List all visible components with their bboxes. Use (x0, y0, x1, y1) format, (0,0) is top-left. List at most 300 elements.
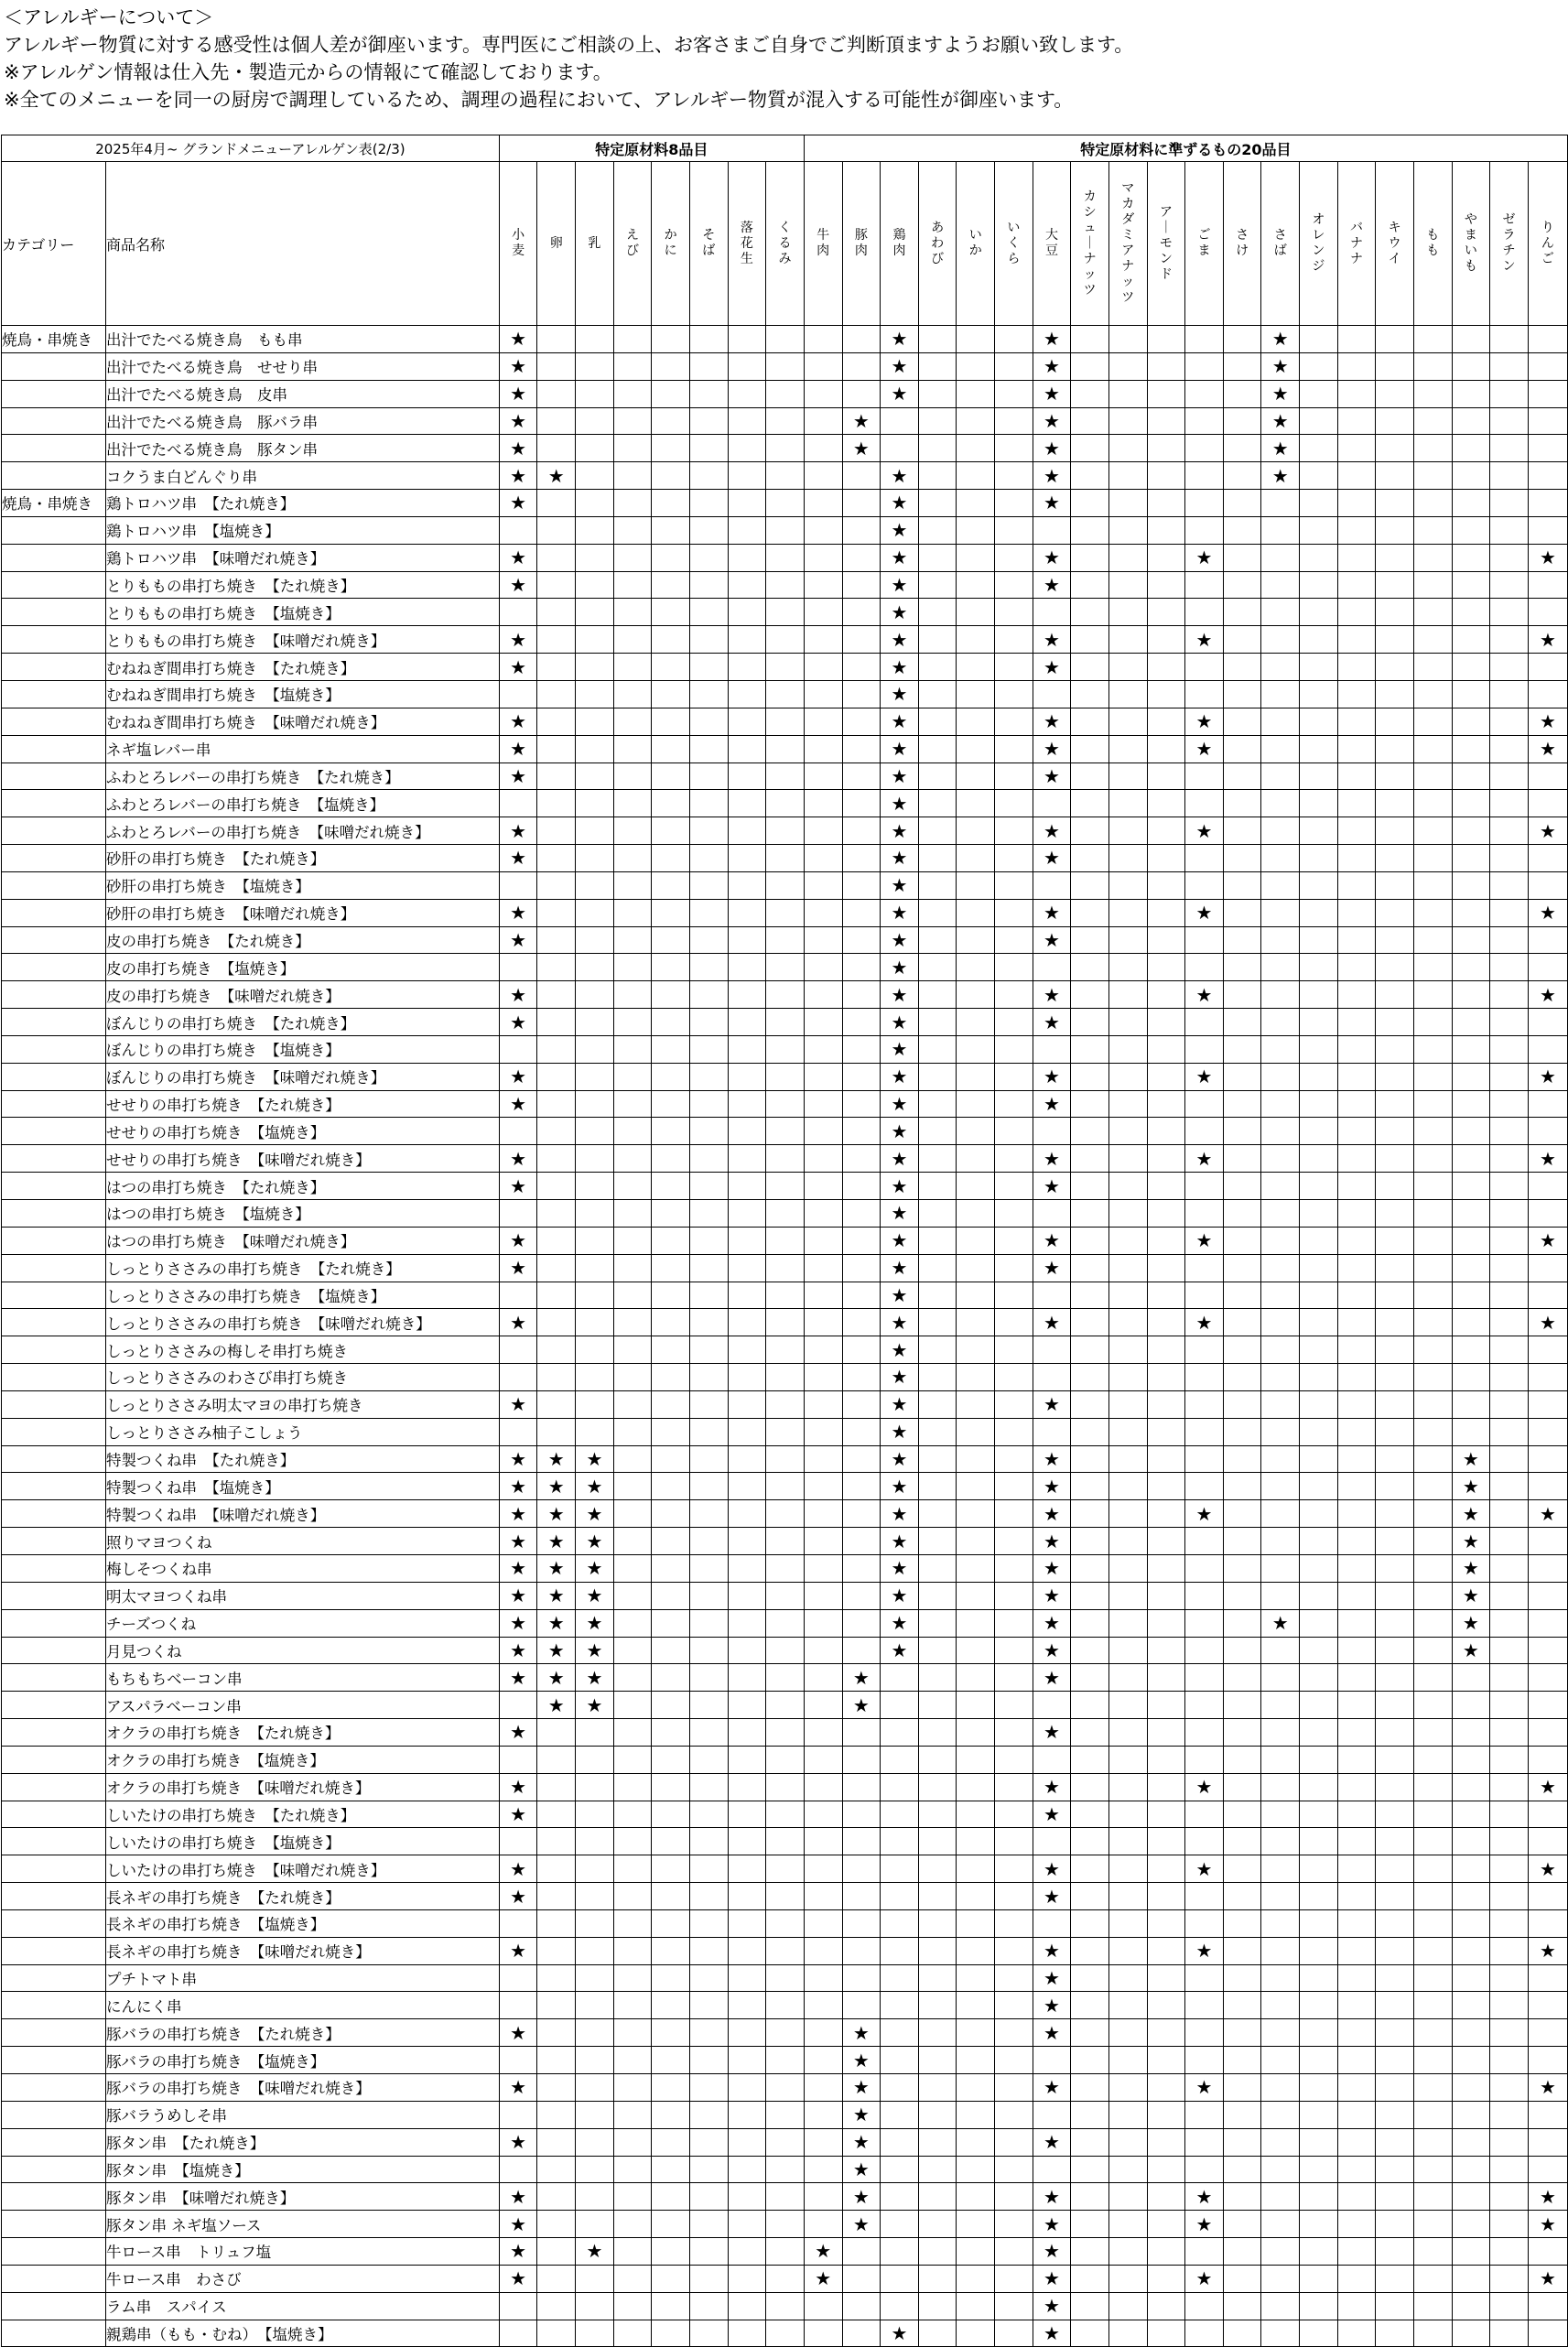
allergen-cell (1413, 981, 1452, 1009)
row-item-name: アスパラベーコン串 (105, 1692, 499, 1719)
allergen-cell (652, 2238, 690, 2266)
allergen-cell (1337, 1883, 1376, 1910)
allergen-cell (918, 544, 957, 571)
allergen-cell (1490, 407, 1529, 435)
allergen-cell (1033, 1200, 1071, 1228)
allergen-mark: ★ (1261, 326, 1300, 353)
allergen-cell (689, 571, 728, 599)
table-row (2, 1609, 1568, 1637)
allergen-cell (1223, 899, 1261, 926)
allergen-cell (1376, 435, 1414, 462)
allergen-cell (537, 1883, 576, 1910)
allergen-cell (689, 1173, 728, 1200)
allergen-cell (995, 1773, 1033, 1801)
allergen-cell (918, 2128, 957, 2156)
allergen-cell (1490, 2320, 1529, 2347)
allergen-cell (1490, 1418, 1529, 1445)
allergen-cell (652, 2074, 690, 2102)
allergen-cell (918, 680, 957, 708)
allergen-cell (728, 790, 766, 817)
allergen-cell (918, 1009, 957, 1036)
allergen-cell (957, 1500, 995, 1528)
allergen-cell (576, 1118, 614, 1145)
allergen-cell (499, 1364, 537, 1391)
allergen-mark: ★ (1528, 1855, 1567, 1883)
row-category (2, 1855, 106, 1883)
allergen-cell (1147, 1609, 1185, 1637)
table-row (2, 680, 1568, 708)
allergen-cell (918, 1855, 957, 1883)
allergen-cell (613, 1937, 652, 1964)
allergen-cell (613, 2074, 652, 2102)
allergen-cell (1413, 1801, 1452, 1828)
allergen-cell (918, 1582, 957, 1609)
allergen-mark: ★ (1528, 1773, 1567, 1801)
allergen-cell (1071, 2156, 1109, 2183)
allergen-cell (957, 954, 995, 981)
allergen-cell (1147, 654, 1185, 681)
allergen-cell (957, 2238, 995, 2266)
allergen-cell (1376, 1582, 1414, 1609)
row-category (2, 708, 106, 735)
allergen-cell (652, 380, 690, 407)
allergen-cell (537, 845, 576, 872)
allergen-cell (842, 1063, 881, 1090)
allergen-cell (1147, 544, 1185, 571)
allergen-mark: ★ (576, 1554, 614, 1582)
allergen-cell (1413, 407, 1452, 435)
allergen-cell (1490, 1445, 1529, 1473)
allergen-cell (1337, 2101, 1376, 2128)
allergen-mark: ★ (1033, 1309, 1071, 1336)
allergen-cell (1528, 1173, 1567, 1200)
allergen-cell (881, 2183, 919, 2211)
allergen-cell (1185, 1528, 1224, 1555)
allergen-cell (1376, 1336, 1414, 1364)
allergen-cell (689, 1664, 728, 1692)
allergen-cell (1071, 2238, 1109, 2266)
table-row (2, 1801, 1568, 1828)
allergen-cell (1147, 1855, 1185, 1883)
allergen-cell (1413, 1473, 1452, 1500)
allergen-cell (1413, 1582, 1452, 1609)
allergen-cell (842, 1609, 881, 1637)
allergen-mark: ★ (881, 1609, 919, 1637)
allergen-cell (1071, 1200, 1109, 1228)
allergen-cell (1261, 2047, 1300, 2074)
allergen-cell (842, 954, 881, 981)
allergen-cell (1108, 680, 1147, 708)
allergen-cell (1300, 326, 1338, 353)
allergen-cell (1452, 2074, 1490, 2102)
allergen-cell (804, 871, 842, 899)
allergen-cell (576, 2156, 614, 2183)
allergen-cell (1108, 871, 1147, 899)
allergen-cell (918, 899, 957, 926)
allergen-mark: ★ (881, 954, 919, 981)
allergen-cell (842, 1909, 881, 1937)
row-item-name: プチトマト串 (105, 1964, 499, 1992)
table-column-header-row (2, 162, 1568, 326)
allergen-cell (804, 1937, 842, 1964)
allergen-cell (1528, 1637, 1567, 1664)
allergen-cell (499, 1282, 537, 1309)
allergen-cell (728, 1173, 766, 1200)
allergen-mark: ★ (842, 2074, 881, 2102)
allergen-cell (728, 2320, 766, 2347)
allergen-mark: ★ (1033, 981, 1071, 1009)
allergen-cell (1185, 1609, 1224, 1637)
allergen-cell (613, 2156, 652, 2183)
allergen-cell (1337, 1855, 1376, 1883)
allergen-cell (1337, 1473, 1376, 1500)
allergen-cell (613, 326, 652, 353)
allergen-cell (689, 1582, 728, 1609)
allergen-cell (995, 435, 1033, 462)
allergen-mark: ★ (1033, 654, 1071, 681)
allergen-cell (1108, 2265, 1147, 2292)
allergen-mark: ★ (499, 1609, 537, 1637)
allergen-cell (1300, 790, 1338, 817)
allergen-cell (804, 981, 842, 1009)
allergen-cell (1300, 1445, 1338, 1473)
table-row (2, 2128, 1568, 2156)
allergen-cell (1452, 1009, 1490, 1036)
row-category (2, 790, 106, 817)
allergen-cell (728, 1009, 766, 1036)
allergen-cell (1376, 599, 1414, 626)
allergen-cell (1413, 735, 1452, 763)
allergen-cell (1223, 571, 1261, 599)
allergen-cell (537, 2101, 576, 2128)
allergen-cell (957, 435, 995, 462)
allergen-cell (1452, 1719, 1490, 1747)
allergen-cell (1108, 954, 1147, 981)
allergen-cell (1452, 2128, 1490, 2156)
allergen-cell (1452, 2320, 1490, 2347)
allergen-mark: ★ (576, 2238, 614, 2266)
allergen-cell (1071, 1390, 1109, 1418)
allergen-cell (1261, 1200, 1300, 1228)
allergen-cell (1108, 380, 1147, 407)
allergen-cell (995, 926, 1033, 954)
allergen-cell (766, 2211, 805, 2238)
allergen-cell (1185, 1035, 1224, 1063)
allergen-cell (728, 326, 766, 353)
allergen-cell (766, 1801, 805, 1828)
allergen-mark: ★ (499, 735, 537, 763)
allergen-cell (1261, 1254, 1300, 1282)
allergen-column-header: い か (957, 162, 995, 326)
allergen-cell (1337, 1009, 1376, 1036)
allergen-cell (652, 1364, 690, 1391)
allergen-cell (1033, 2156, 1071, 2183)
allergen-cell (576, 1855, 614, 1883)
allergen-cell (728, 1418, 766, 1445)
allergen-cell (728, 2183, 766, 2211)
allergen-cell (766, 599, 805, 626)
allergen-cell (1147, 1554, 1185, 1582)
allergen-cell (1490, 954, 1529, 981)
allergen-cell (1452, 654, 1490, 681)
allergen-cell (1071, 1336, 1109, 1364)
allergen-cell (957, 1418, 995, 1445)
allergen-mark: ★ (1033, 544, 1071, 571)
allergen-cell (804, 1964, 842, 1992)
allergen-cell (537, 1254, 576, 1282)
allergen-cell (1261, 1009, 1300, 1036)
allergen-cell (881, 2292, 919, 2320)
allergen-cell (881, 2074, 919, 2102)
row-category (2, 1528, 106, 1555)
allergen-cell (881, 2211, 919, 2238)
allergen-mark: ★ (881, 1336, 919, 1364)
allergen-cell (842, 1418, 881, 1445)
row-category (2, 1554, 106, 1582)
allergen-cell (728, 1500, 766, 1528)
allergen-mark: ★ (1528, 1937, 1567, 1964)
row-item-name: 月見つくね (105, 1637, 499, 1664)
allergen-cell (1071, 1282, 1109, 1309)
allergen-cell (918, 1227, 957, 1254)
allergen-mark: ★ (1528, 899, 1567, 926)
allergen-cell (1147, 1500, 1185, 1528)
allergen-cell (1223, 326, 1261, 353)
allergen-cell (652, 2128, 690, 2156)
allergen-cell (1376, 1528, 1414, 1555)
allergen-mark: ★ (1033, 626, 1071, 654)
allergen-cell (652, 326, 690, 353)
allergen-cell (1452, 2211, 1490, 2238)
allergen-cell (1185, 1390, 1224, 1418)
allergen-column-header: あ わ び (918, 162, 957, 326)
allergen-cell (576, 2183, 614, 2211)
allergen-cell (1413, 871, 1452, 899)
allergen-cell (957, 1582, 995, 1609)
allergen-cell (1185, 1254, 1224, 1282)
allergen-cell (1337, 544, 1376, 571)
allergen-cell (1147, 871, 1185, 899)
allergen-cell (995, 1992, 1033, 2019)
allergen-mark: ★ (537, 462, 576, 490)
allergen-cell (1033, 1746, 1071, 1773)
allergen-cell (689, 1637, 728, 1664)
allergen-cell (1413, 954, 1452, 981)
allergen-cell (957, 735, 995, 763)
allergen-cell (537, 1035, 576, 1063)
allergen-cell (1223, 1664, 1261, 1692)
allergen-cell (499, 2047, 537, 2074)
allergen-cell (1108, 1992, 1147, 2019)
allergen-cell (918, 435, 957, 462)
allergen-cell (1300, 1909, 1338, 1937)
allergen-cell (1490, 1637, 1529, 1664)
allergen-cell (766, 1009, 805, 1036)
table-row (2, 626, 1568, 654)
allergen-cell (1261, 1090, 1300, 1118)
allergen-cell (1108, 2128, 1147, 2156)
allergen-cell (842, 462, 881, 490)
allergen-cell (728, 1118, 766, 1145)
allergen-cell (689, 490, 728, 517)
allergen-cell (652, 1992, 690, 2019)
allergen-cell (995, 1336, 1033, 1364)
allergen-cell (1490, 871, 1529, 899)
allergen-column-header: 落 花 生 (728, 162, 766, 326)
allergen-cell (1300, 926, 1338, 954)
allergen-cell (537, 2074, 576, 2102)
allergen-cell (1528, 1200, 1567, 1228)
allergen-cell (499, 2292, 537, 2320)
table-row (2, 1173, 1568, 1200)
allergen-cell (995, 1500, 1033, 1528)
allergen-cell (957, 1692, 995, 1719)
row-item-name: 豚バラの串打ち焼き 【たれ焼き】 (105, 2019, 499, 2047)
allergen-column-header: そ ば (689, 162, 728, 326)
allergen-cell (1376, 407, 1414, 435)
allergen-cell (1452, 1746, 1490, 1773)
allergen-cell (842, 1309, 881, 1336)
allergen-cell (1033, 2101, 1071, 2128)
allergen-cell (689, 2320, 728, 2347)
allergen-mark: ★ (537, 1609, 576, 1637)
allergen-cell (1490, 352, 1529, 380)
allergen-cell (1300, 845, 1338, 872)
row-item-name: むねねぎ間串打ち焼き 【たれ焼き】 (105, 654, 499, 681)
allergen-cell (1376, 1282, 1414, 1309)
allergen-cell (576, 1173, 614, 1200)
allergen-cell (537, 1855, 576, 1883)
allergen-cell (995, 1118, 1033, 1145)
allergen-cell (1071, 1035, 1109, 1063)
allergen-cell (1261, 1473, 1300, 1500)
allergen-cell (995, 1637, 1033, 1664)
allergen-cell (1376, 708, 1414, 735)
allergen-mark: ★ (881, 735, 919, 763)
allergen-cell (652, 1964, 690, 1992)
allergen-mark: ★ (881, 1282, 919, 1309)
allergen-cell (1490, 763, 1529, 790)
allergen-cell (881, 2101, 919, 2128)
row-category (2, 1035, 106, 1063)
allergen-cell (1413, 1937, 1452, 1964)
allergen-cell (1337, 763, 1376, 790)
allergen-cell (652, 1227, 690, 1254)
allergen-cell (1300, 1855, 1338, 1883)
allergen-cell (1033, 1692, 1071, 1719)
allergen-cell (1071, 1528, 1109, 1555)
allergen-mark: ★ (499, 380, 537, 407)
allergen-cell (1376, 2183, 1414, 2211)
allergen-cell (804, 1883, 842, 1910)
allergen-cell (1452, 1664, 1490, 1692)
allergen-cell (766, 680, 805, 708)
allergen-cell (1223, 2320, 1261, 2347)
allergen-column-header: 牛 肉 (804, 162, 842, 326)
allergen-cell (918, 2183, 957, 2211)
allergen-cell (1413, 1692, 1452, 1719)
allergen-cell (576, 735, 614, 763)
allergen-cell (1223, 2101, 1261, 2128)
allergen-cell (499, 1200, 537, 1228)
allergen-cell (1376, 1992, 1414, 2019)
allergen-cell (1490, 845, 1529, 872)
allergen-cell (689, 1254, 728, 1282)
allergen-cell (576, 817, 614, 845)
allergen-cell (613, 1500, 652, 1528)
allergen-cell (537, 490, 576, 517)
allergen-cell (537, 2265, 576, 2292)
allergen-mark: ★ (1528, 708, 1567, 735)
allergen-cell (613, 1390, 652, 1418)
allergen-cell (1071, 680, 1109, 708)
allergen-cell (1413, 326, 1452, 353)
row-category (2, 2238, 106, 2266)
allergen-mark: ★ (499, 1554, 537, 1582)
allergen-cell (689, 1992, 728, 2019)
allergen-cell (804, 1418, 842, 1445)
allergen-cell (689, 1609, 728, 1637)
allergen-cell (1413, 1336, 1452, 1364)
allergen-mark: ★ (537, 1528, 576, 1555)
table-row (2, 1909, 1568, 1937)
allergen-cell (995, 1227, 1033, 1254)
allergen-cell (995, 654, 1033, 681)
allergen-cell (1071, 1909, 1109, 1937)
allergen-cell (957, 544, 995, 571)
allergen-column-header: オ レ ン ジ (1300, 162, 1338, 326)
allergen-cell (689, 2265, 728, 2292)
allergen-cell (1108, 1582, 1147, 1609)
allergen-cell (728, 2211, 766, 2238)
allergen-cell (1223, 1855, 1261, 1883)
allergen-cell (652, 1500, 690, 1528)
row-item-name: とりももの串打ち焼き 【味噌だれ焼き】 (105, 626, 499, 654)
allergen-cell (652, 1090, 690, 1118)
allergen-cell (689, 763, 728, 790)
allergen-cell (1490, 626, 1529, 654)
allergen-cell (1337, 790, 1376, 817)
allergen-cell (1337, 380, 1376, 407)
allergen-cell (842, 899, 881, 926)
allergen-cell (1223, 2019, 1261, 2047)
allergen-cell (652, 462, 690, 490)
allergen-cell (995, 1692, 1033, 1719)
allergen-cell (804, 1773, 842, 1801)
allergen-cell (537, 954, 576, 981)
allergen-cell (1223, 1992, 1261, 2019)
allergen-cell (1071, 2183, 1109, 2211)
allergen-cell (499, 2156, 537, 2183)
allergen-cell (1337, 490, 1376, 517)
allergen-cell (1071, 326, 1109, 353)
allergen-cell (881, 1719, 919, 1747)
allergen-cell (1300, 654, 1338, 681)
allergen-cell (1261, 1063, 1300, 1090)
allergen-cell (804, 2292, 842, 2320)
allergen-cell (918, 1336, 957, 1364)
row-category (2, 1909, 106, 1937)
allergen-mark: ★ (1185, 2211, 1224, 2238)
allergen-cell (728, 544, 766, 571)
allergen-cell (1071, 1637, 1109, 1664)
allergen-mark: ★ (881, 899, 919, 926)
allergen-mark: ★ (1033, 708, 1071, 735)
allergen-cell (1528, 1992, 1567, 2019)
allergen-cell (499, 516, 537, 544)
allergen-cell (576, 1009, 614, 1036)
allergen-cell (652, 435, 690, 462)
